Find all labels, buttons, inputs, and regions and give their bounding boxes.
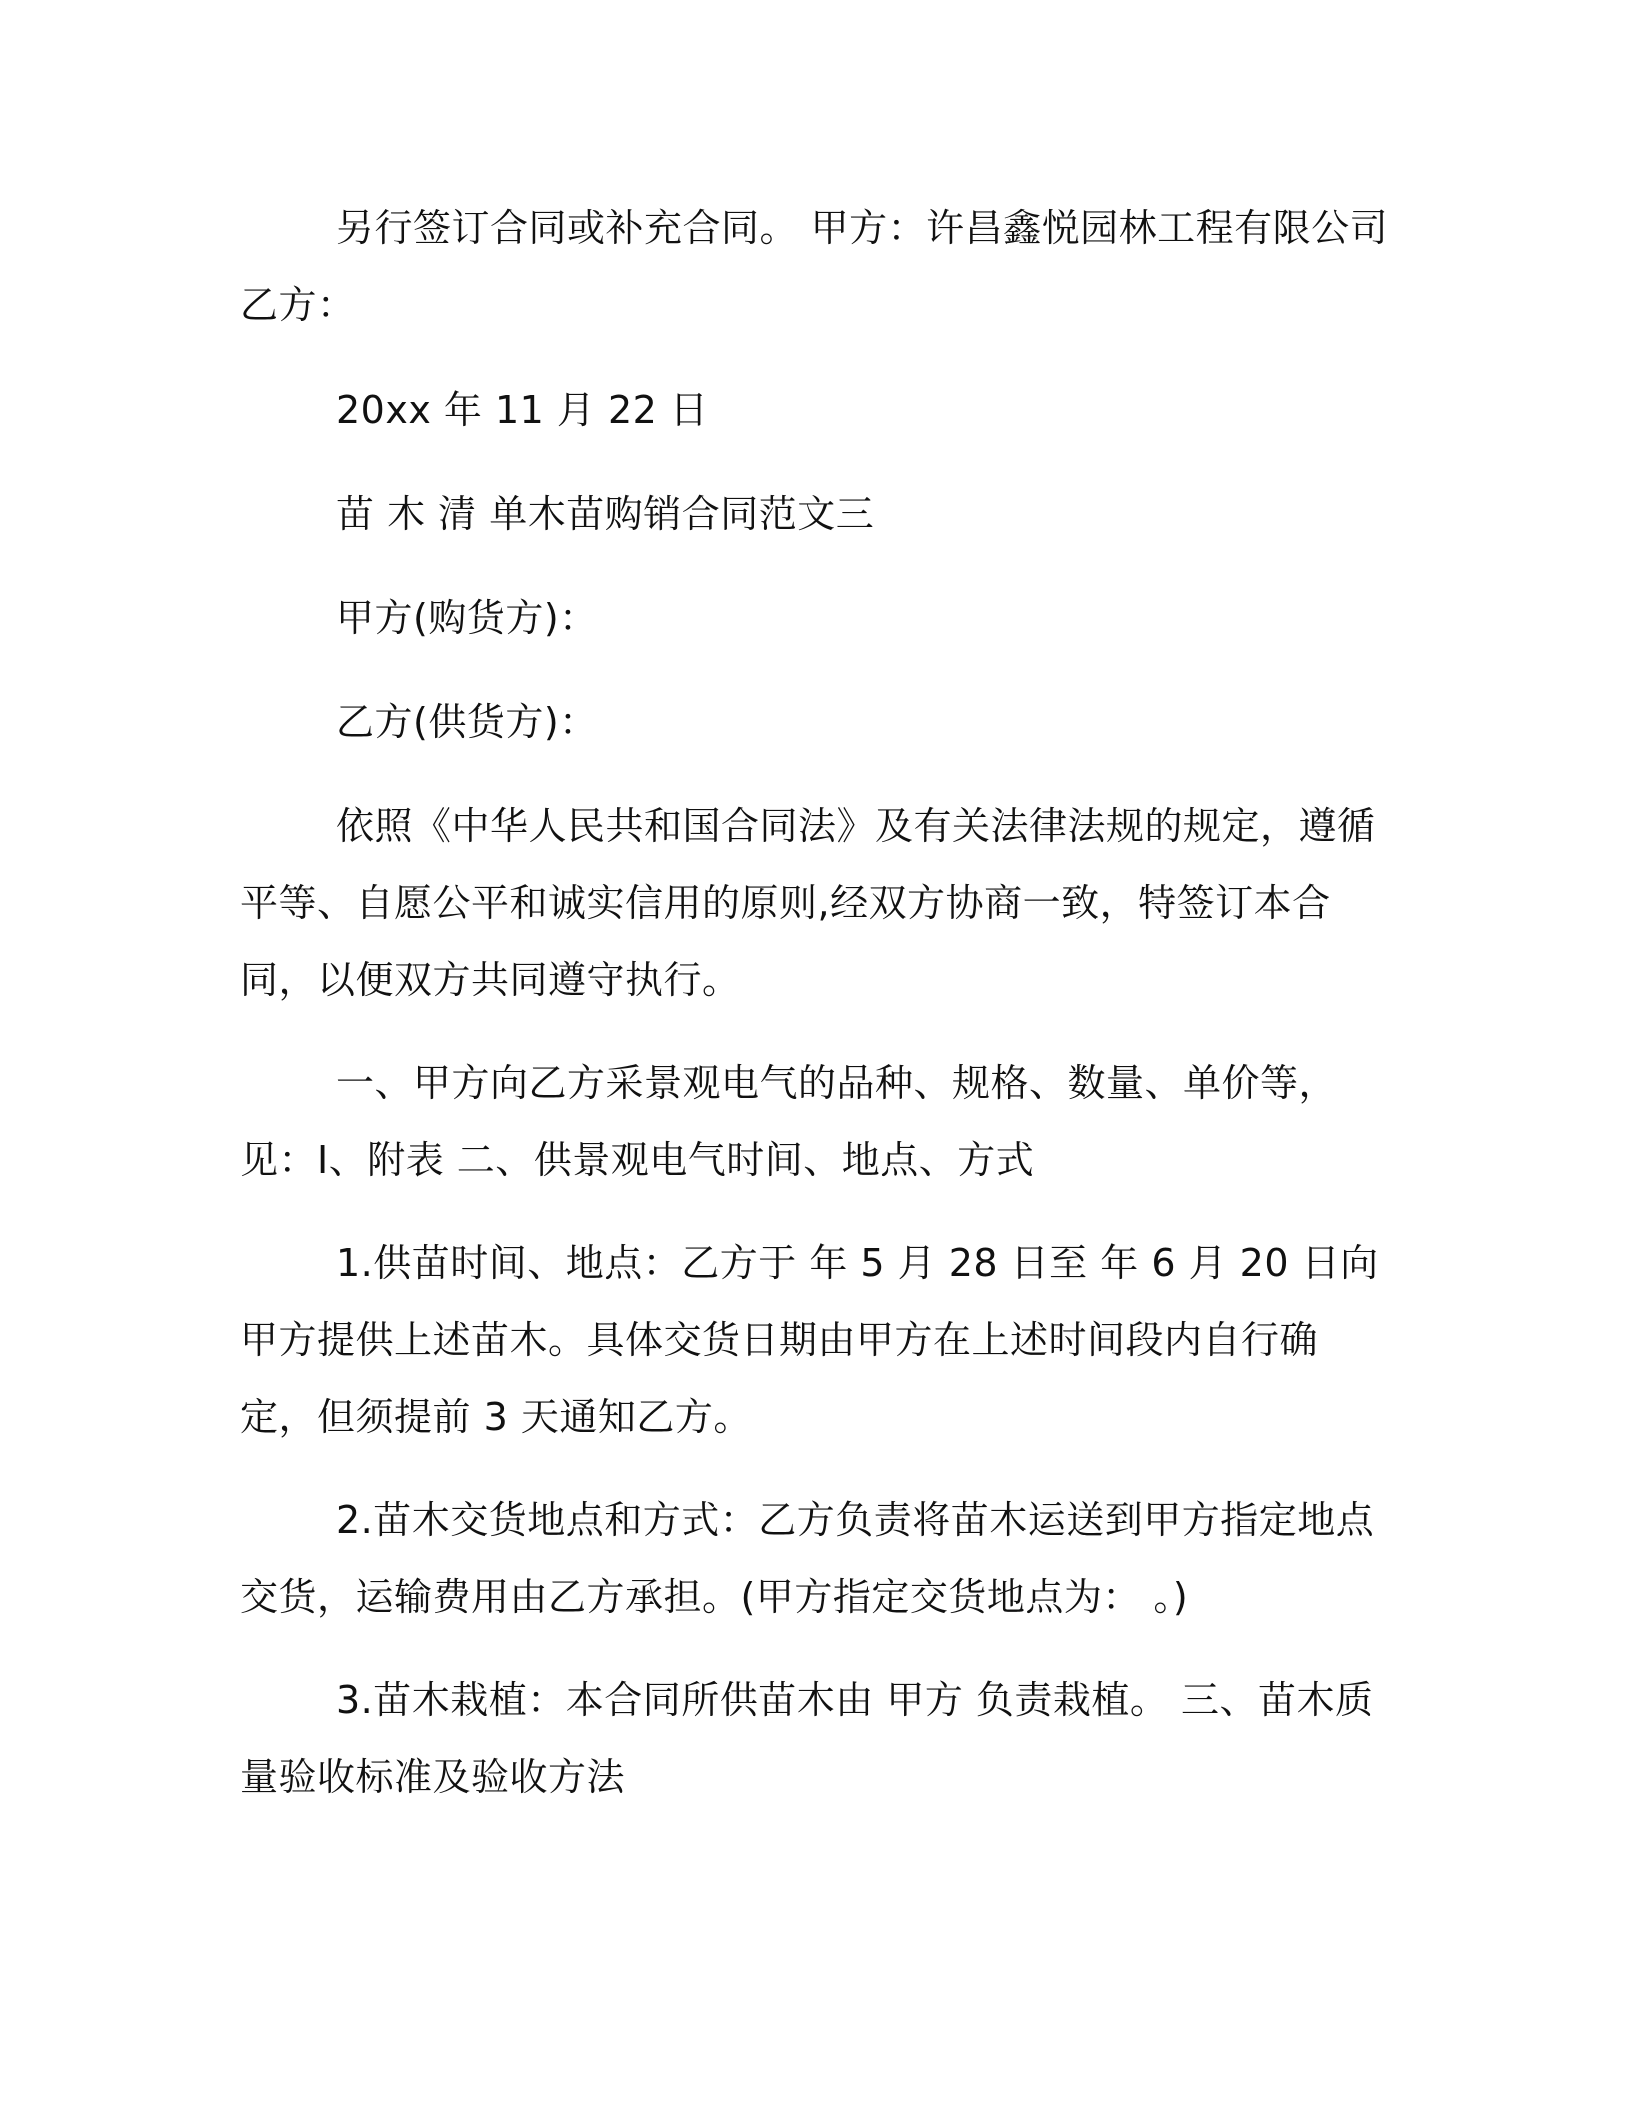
paragraph-section-one: 一、甲方向乙方采景观电气的品种、规格、数量、单价等，见：Ⅰ、附表 二、供景观电气时间、地点、方式 [240,1061,1338,1182]
document-body [240,190,1401,1816]
paragraph-date: 20xx 年 11 月 22 日 [336,388,709,432]
paragraph-buyer-label: 甲方(购货方)： [336,596,598,640]
paragraph-signature-parties: 另行签订合同或补充合同。 甲方：许昌鑫悦园林工程有限公司 乙方： [240,206,1401,327]
paragraph-supply-time-location: 1.供苗时间、地点：乙方于 年 5 月 28 日至 年 6 月 20 日向甲方提供上述苗木。具体交货日期由甲方在上述时间段内自行确定，但须提前 3 天通知乙方。 [240,1241,1379,1439]
paragraph-contract-title: 苗 木 清 单木苗购销合同范文三 [336,492,875,536]
paragraph-legal-basis: 依照《中华人民共和国合同法》及有关法律法规的规定，遵循平等、自愿公平和诚实信用的原则,经双方协商一致，特签订本合同，以便双方共同遵守执行。 [240,804,1376,1002]
paragraph-delivery-method: 2.苗木交货地点和方式：乙方负责将苗木运送到甲方指定地点交货，运输费用由乙方承担。(甲方指定交货地点为： 。) [240,1498,1375,1619]
paragraph-seller-label: 乙方(供货方)： [336,700,598,744]
paragraph-planting-quality: 3.苗木栽植：本合同所供苗木由 甲方 负责栽植。 三、苗木质量验收标准及验收方法 [240,1678,1374,1799]
